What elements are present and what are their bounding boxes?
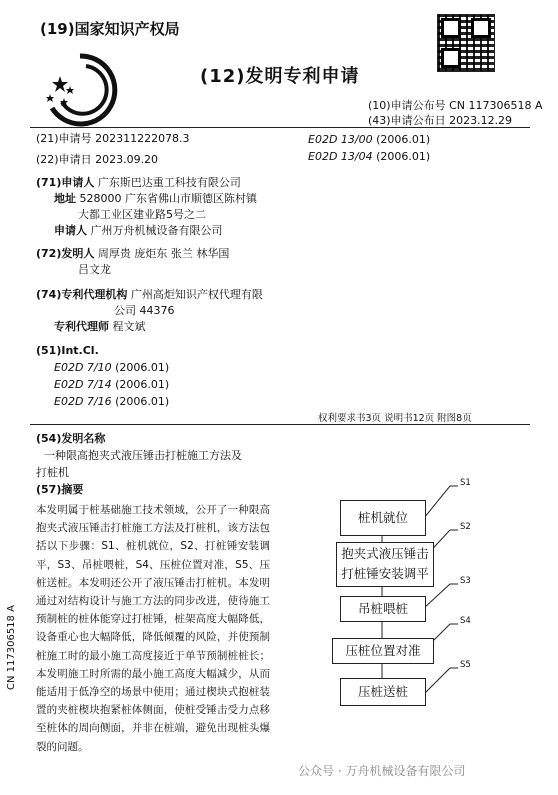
address-line-2: 大都工业区建业路5号之二	[78, 208, 206, 221]
inventors-line-1: 周厚贵 庞炬东 张兰 林华国	[97, 247, 230, 260]
flow-step-s4: 压桩位置对准	[332, 638, 434, 664]
intcl-entry: E02D 13/04 (2006.01)	[308, 150, 431, 163]
flow-step-s2: 抱夹式液压锤击打桩锤安装调平	[336, 542, 434, 587]
invention-title-line-1: 一种限高抱夹式液压锤击打桩施工方法及	[44, 449, 242, 462]
applicant-1: 广东斯巴达重工科技有限公司	[97, 176, 241, 189]
applicant-label: (71)申请人	[36, 176, 95, 189]
inventor-label: (72)发明人	[36, 247, 95, 260]
intcl-block	[36, 343, 306, 410]
intcl-entry: E02D 7/10 (2006.01)	[54, 361, 170, 374]
invention-title-line-2: 打桩机	[36, 466, 69, 479]
cnipa-logo-icon	[40, 50, 120, 130]
applicant-2-label: 申请人	[54, 224, 87, 237]
abstract-text: 本发明属于桩基础施工技术领域，公开了一种限高抱夹式液压锤击打桩施工方法及打桩机，该方法包括以下步骤：S1、桩机就位，S2、打桩锤安装调平，S3、吊桩喂桩，S4、压桩位置对准，S5、压桩送桩。本发明还公开了液压锤击打桩机。本发明通过对结构设计与施工方法的同步改进，使待施工预制桩的桩体能穿过打桩锤，桩架高度大幅降低，设备重心也大幅降低，降低倾覆的风险，并使预制桩施工时的最小施工高度接近于单节预制桩桩长；本发明施工时所需的最小施工高度大幅减少，从而能适用于低净空的场景中使用；通过楔块式抱桩装置的夹桩楔块抱紧桩体侧面，使桩受锤击受力点移至桩体的周向侧面，并非在桩端，避免出现桩头爆裂的问题。	[36, 504, 270, 753]
flow-tag-s2: S2	[460, 522, 471, 532]
qr-code-icon	[437, 14, 495, 72]
flow-tag-s3: S3	[460, 576, 471, 586]
application-date: (22)申请日 2023.09.20	[36, 153, 159, 166]
header-rule	[30, 127, 530, 128]
flow-step-s3: 吊桩喂桩	[340, 596, 426, 622]
title-label: (54)发明名称	[36, 432, 106, 445]
biblio-rule	[30, 424, 530, 425]
bureau-name: (19)国家知识产权局	[40, 20, 180, 38]
page-counts: 权利要求书3页 说明书12页 附图8页	[318, 413, 472, 424]
flow-step-s5: 压桩送桩	[340, 678, 426, 706]
agent-name: 程文斌	[112, 320, 146, 333]
intcl-entry: E02D 7/14 (2006.01)	[54, 378, 170, 391]
flow-step-s1: 桩机就位	[340, 500, 426, 536]
flow-tag-s5: S5	[460, 660, 471, 670]
address-line-1: 528000 广东省佛山市顺德区陈村镇	[79, 192, 257, 205]
spine-publication-number: CN 117306518 A	[6, 605, 17, 690]
intcl-label: (51)Int.Cl.	[36, 344, 99, 357]
agency-line-2: 公司 44376	[114, 304, 175, 317]
agent-label: 专利代理师	[54, 320, 109, 333]
intcl-entry: E02D 7/16 (2006.01)	[54, 395, 170, 408]
agency-label: (74)专利代理机构	[36, 288, 128, 301]
document-type: (12)发明专利申请	[200, 66, 360, 87]
applicant-2: 广州万舟机械设备有限公司	[90, 224, 223, 237]
publication-date: (43)申请公布日 2023.12.29	[368, 114, 513, 127]
intcl-right-block	[308, 131, 430, 165]
wechat-watermark: 公众号 · 万舟机械设备有限公司	[298, 764, 466, 778]
agency-block	[36, 287, 306, 335]
inventors-line-2: 吕文龙	[78, 263, 111, 276]
applicant-block	[36, 175, 306, 239]
abstract-label: (57)摘要	[36, 483, 84, 496]
flowchart	[300, 472, 500, 732]
agency-line-1: 广州高炬知识产权代理有限	[130, 288, 263, 301]
inventor-block	[36, 246, 306, 278]
publication-number: (10)申请公布号 CN 117306518 A	[368, 99, 543, 112]
title-block	[36, 430, 276, 481]
flow-tag-s1: S1	[460, 478, 471, 488]
intcl-entry: E02D 13/00 (2006.01)	[308, 133, 431, 146]
flow-tag-s4: S4	[460, 616, 471, 626]
address-label: 地址	[54, 192, 76, 205]
application-number: (21)申请号 202311222078.3	[36, 132, 190, 145]
